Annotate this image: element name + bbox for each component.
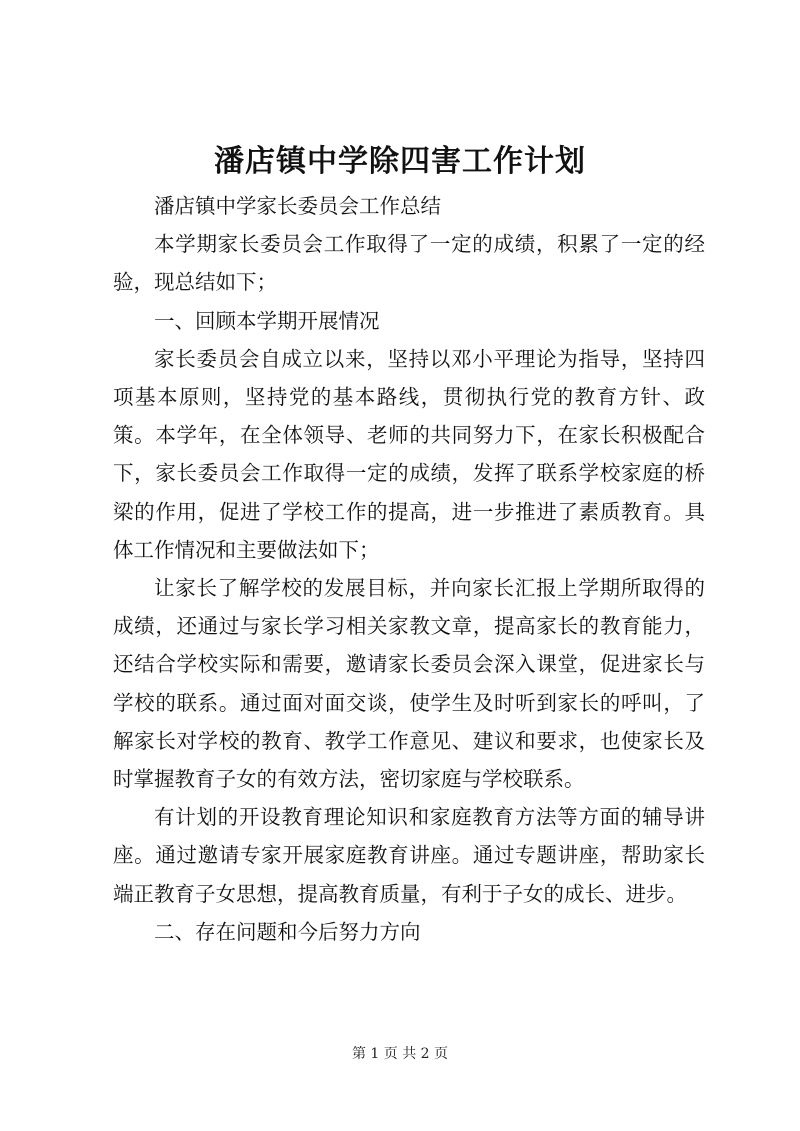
section-heading-2: 二、存在问题和今后努力方向 [154,919,421,944]
page-number-footer: 第 1 页 共 2 页 [351,1046,449,1062]
document-body [113,187,705,951]
paragraph-subtitle: 潘店镇中学家长委员会工作总结 [154,194,441,218]
paragraph-overview: 家长委员会自成立以来，坚持以邓小平理论为指导，坚持四项基本原则，坚持党的基本路线，贯彻执行党的教育方针、政策。本学年，在全体领导、老师的共同努力下，在家长积极配合下，家长委员会工作取得一定的成绩，发挥了联系学校家庭的桥梁的作用，促进了学校工作的提高，进一步推进了素质教育。具体工作情况和主要做法如下； [113,346,705,562]
section-heading-1: 一、回顾本学期开展情况 [154,308,380,333]
paragraph-lectures: 有计划的开设教育理论知识和家庭教育方法等方面的辅导讲座。通过邀请专家开展家庭教育讲座。通过专题讲座，帮助家长端正教育子女思想，提高教育质量，有利于子女的成长、进步。 [113,805,705,906]
paragraph-intro: 本学期家长委员会工作取得了一定的成绩，积累了一定的经验，现总结如下； [113,232,705,295]
paragraph-parents-understanding: 让家长了解学校的发展目标，并向家长汇报上学期所取得的成绩，还通过与家长学习相关家教文章，提高家长的教育能力，还结合学校实际和需要，邀请家长委员会深入课堂，促进家长与学校的联系。通过面对面交谈，使学生及时听到家长的呼叫，了解家长对学校的教育、教学工作意见、建议和要求，也使家长及时掌握教育子女的有效方法，密切家庭与学校联系。 [113,576,705,792]
document-title: 潘店镇中学除四害工作计划 [214,144,586,179]
